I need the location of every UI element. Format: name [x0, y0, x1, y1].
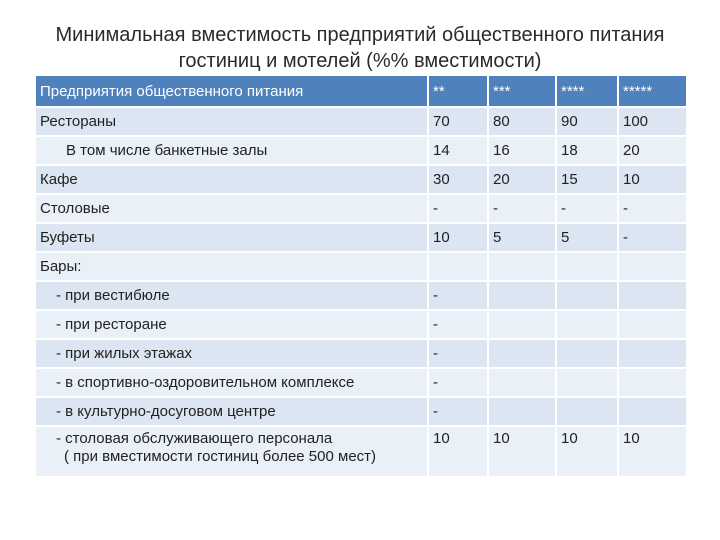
cell-3-star: 80: [488, 107, 556, 136]
table-row: [36, 397, 686, 426]
capacity-table: [36, 76, 686, 476]
cell-3-star: 20: [488, 165, 556, 194]
cell-3-star: [488, 368, 556, 397]
cell-2-star: 30: [428, 165, 488, 194]
cell-5-star: [618, 339, 686, 368]
cell-4-star: [556, 339, 618, 368]
cell-2-star: -: [428, 368, 488, 397]
column-header-enterprise: Предприятия общественного питания: [36, 76, 428, 107]
column-header-5-star: *****: [618, 76, 686, 107]
row-label: - при жилых этажах: [36, 339, 428, 368]
cell-5-star: [618, 310, 686, 339]
cell-5-star: [618, 252, 686, 281]
row-label: - при вестибюле: [36, 281, 428, 310]
cell-4-star: [556, 368, 618, 397]
cell-4-star: 15: [556, 165, 618, 194]
table-row: [36, 368, 686, 397]
column-header-3-star: ***: [488, 76, 556, 107]
cell-4-star: [556, 252, 618, 281]
row-label: Столовые: [36, 194, 428, 223]
cell-3-star: 16: [488, 136, 556, 165]
cell-3-star: 10: [488, 426, 556, 476]
cell-4-star: -: [556, 194, 618, 223]
row-label: Кафе: [36, 165, 428, 194]
cell-5-star: 100: [618, 107, 686, 136]
row-label: В том числе банкетные залы: [36, 136, 428, 165]
table-row: [36, 339, 686, 368]
table-row: [36, 107, 686, 136]
cell-5-star: 10: [618, 426, 686, 476]
cell-4-star: 18: [556, 136, 618, 165]
cell-2-star: 10: [428, 426, 488, 476]
table-row: [36, 252, 686, 281]
cell-3-star: [488, 339, 556, 368]
cell-5-star: 20: [618, 136, 686, 165]
cell-3-star: [488, 310, 556, 339]
row-label: Рестораны: [36, 107, 428, 136]
title-line-2: гостиниц и мотелей (%% вместимости): [178, 50, 542, 72]
cell-5-star: [618, 281, 686, 310]
cell-3-star: [488, 281, 556, 310]
cell-2-star: -: [428, 310, 488, 339]
cell-4-star: [556, 397, 618, 426]
cell-4-star: 90: [556, 107, 618, 136]
cell-5-star: -: [618, 223, 686, 252]
row-label-line-2: ( при вместимости гостиниц более 500 мест): [64, 448, 377, 465]
table-row: [36, 281, 686, 310]
cell-4-star: [556, 310, 618, 339]
table-row: [36, 310, 686, 339]
row-label: - при ресторане: [36, 310, 428, 339]
column-header-4-star: ****: [556, 76, 618, 107]
cell-5-star: 10: [618, 165, 686, 194]
cell-4-star: 10: [556, 426, 618, 476]
row-label: - в спортивно-оздоровительном комплексе: [36, 368, 428, 397]
column-header-2-star: **: [428, 76, 488, 107]
cell-5-star: -: [618, 194, 686, 223]
cell-5-star: [618, 368, 686, 397]
cell-2-star: -: [428, 339, 488, 368]
cell-2-star: 14: [428, 136, 488, 165]
cell-4-star: 5: [556, 223, 618, 252]
cell-5-star: [618, 397, 686, 426]
title-line-1: Минимальная вместимость предприятий общественного питания: [55, 24, 665, 46]
slide-title: [20, 22, 700, 74]
cell-3-star: 5: [488, 223, 556, 252]
table-row: [36, 165, 686, 194]
cell-2-star: 70: [428, 107, 488, 136]
table-row: [36, 136, 686, 165]
row-label-line-1: - столовая обслуживающего персонала: [56, 430, 333, 447]
row-label: Буфеты: [36, 223, 428, 252]
table-row: [36, 194, 686, 223]
cell-3-star: -: [488, 194, 556, 223]
row-label: [36, 426, 428, 476]
table-header-row: [36, 76, 686, 107]
cell-3-star: [488, 397, 556, 426]
cell-2-star: 10: [428, 223, 488, 252]
row-label: - в культурно-досуговом центре: [36, 397, 428, 426]
cell-4-star: [556, 281, 618, 310]
cell-2-star: -: [428, 397, 488, 426]
cell-3-star: [488, 252, 556, 281]
row-label: Бары:: [36, 252, 428, 281]
cell-2-star: -: [428, 281, 488, 310]
table-row: [36, 223, 686, 252]
table-row: [36, 426, 686, 476]
cell-2-star: -: [428, 194, 488, 223]
cell-2-star: [428, 252, 488, 281]
